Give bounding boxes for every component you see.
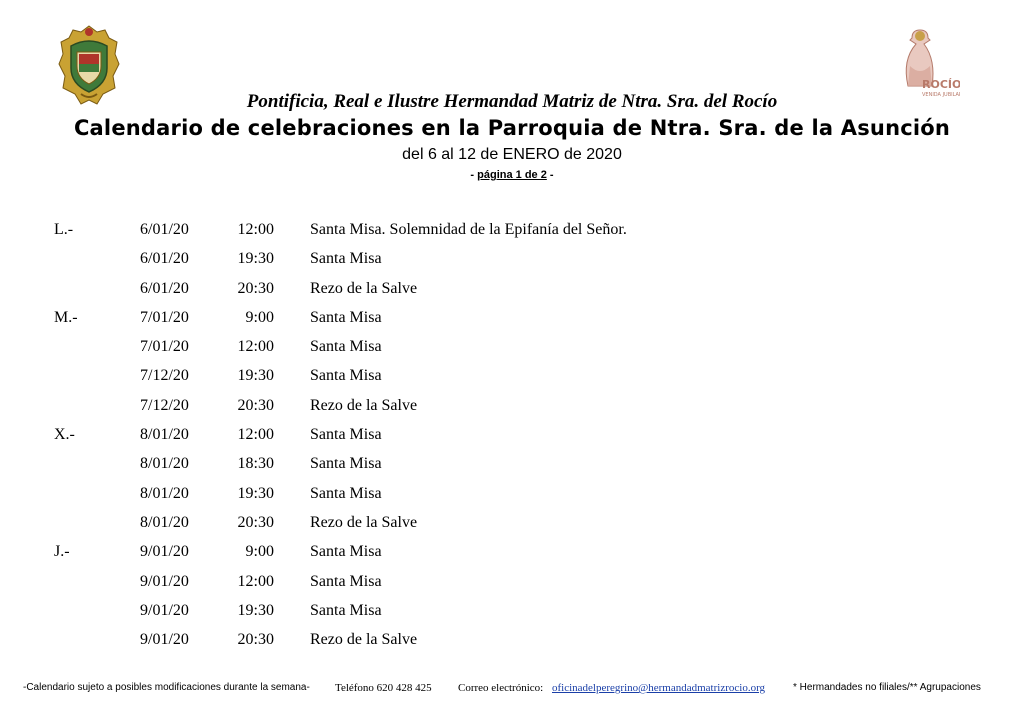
schedule-row — [0, 306, 1024, 335]
date: 9/01/20 — [140, 631, 189, 649]
page-title: Calendario de celebraciones en la Parroquia de Ntra. Sra. de la Asunción — [73, 116, 951, 140]
schedule-row — [0, 628, 1024, 657]
schedule-row — [0, 423, 1024, 452]
time: 19:30 — [237, 367, 274, 385]
date: 8/01/20 — [140, 513, 189, 531]
date: 8/01/20 — [140, 484, 189, 502]
schedule-row — [0, 540, 1024, 569]
time: 9:00 — [245, 308, 274, 326]
footer-email-label: Correo electrónico: — [458, 682, 544, 694]
time: 12:00 — [237, 221, 274, 238]
date: 6/01/20 — [140, 279, 189, 297]
date: 6/01/20 — [140, 221, 189, 238]
description: Rezo de la Salve — [310, 396, 418, 414]
time: 18:30 — [237, 455, 274, 473]
day-label: X.- — [54, 426, 75, 444]
description: Santa Misa — [310, 572, 382, 590]
page-suffix: - — [546, 169, 554, 181]
description: Rezo de la Salve — [310, 631, 418, 649]
schedule-row — [0, 599, 1024, 628]
schedule-row — [0, 570, 1024, 599]
date: 9/01/20 — [140, 601, 189, 619]
page-number: página 1 de 2 — [477, 169, 547, 181]
time: 19:30 — [237, 250, 274, 268]
footer-phone: Teléfono 620 428 425 — [335, 682, 432, 694]
time: 12:00 — [237, 572, 274, 590]
date-range: del 6 al 12 de ENERO de 2020 — [402, 146, 622, 163]
description: Santa Misa — [310, 367, 382, 385]
time: 20:30 — [237, 631, 274, 649]
description: Santa Misa — [310, 484, 382, 502]
schedule-list — [0, 218, 1024, 657]
schedule-row — [0, 364, 1024, 393]
description: Santa Misa — [310, 426, 382, 444]
schedule-row — [0, 277, 1024, 306]
time: 20:30 — [237, 513, 274, 531]
date: 6/01/20 — [140, 250, 189, 268]
time: 20:30 — [237, 279, 274, 297]
date: 8/01/20 — [140, 426, 189, 444]
schedule-row — [0, 247, 1024, 276]
description: Rezo de la Salve — [310, 279, 418, 297]
page-prefix: - — [470, 169, 478, 181]
date: 7/12/20 — [140, 367, 189, 385]
email-link[interactable]: oficinadelperegrino@hermandadmatrizrocio.org — [552, 682, 766, 694]
description: Santa Misa — [310, 250, 382, 268]
brotherhood-name: Pontificia, Real e Ilustre Hermandad Matriz de Ntra. Sra. del Rocío — [246, 91, 778, 112]
description: Santa Misa — [310, 455, 382, 473]
date: 9/01/20 — [140, 572, 189, 590]
schedule-row — [0, 218, 1024, 247]
date: 7/01/20 — [140, 338, 189, 356]
schedule-row — [0, 452, 1024, 481]
day-label: M.- — [54, 308, 78, 326]
date: 9/01/20 — [140, 543, 189, 561]
svg-text:ROCÍO: ROCÍO — [922, 78, 960, 91]
day-label: J.- — [54, 543, 70, 561]
footer-legend: * Hermandades no filiales/** Agrupaciones — [793, 682, 981, 693]
time: 20:30 — [237, 396, 274, 414]
description: Santa Misa — [310, 338, 382, 356]
description: Santa Misa. Solemnidad de la Epifanía del Señor. — [310, 221, 627, 238]
page-indicator — [0, 168, 1024, 182]
date: 8/01/20 — [140, 455, 189, 473]
schedule-row — [0, 394, 1024, 423]
footer — [0, 680, 1024, 696]
description: Rezo de la Salve — [310, 513, 418, 531]
description: Santa Misa — [310, 601, 382, 619]
schedule-row — [0, 335, 1024, 364]
time: 12:00 — [237, 426, 274, 444]
footer-note: -Calendario sujeto a posibles modificaciones durante la semana- — [23, 682, 310, 693]
description: Santa Misa — [310, 543, 382, 561]
time: 9:00 — [245, 543, 274, 561]
date: 7/01/20 — [140, 308, 189, 326]
description: Santa Misa — [310, 308, 382, 326]
svg-text:VENIDA JUBILAR: VENIDA JUBILAR — [922, 92, 960, 98]
time: 19:30 — [237, 601, 274, 619]
schedule-row — [0, 482, 1024, 511]
day-label: L.- — [54, 221, 74, 238]
date: 7/12/20 — [140, 396, 189, 414]
schedule-row — [0, 511, 1024, 540]
time: 19:30 — [237, 484, 274, 502]
time: 12:00 — [237, 338, 274, 356]
